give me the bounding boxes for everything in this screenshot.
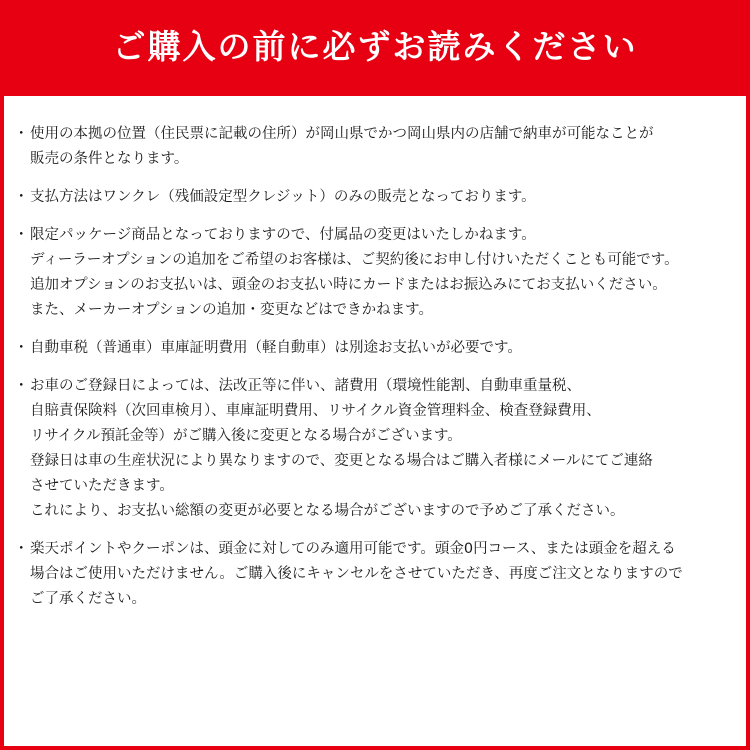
- notice-line: 場合はご使用いただけません。ご購入後にキャンセルをさせていただき、再度ご注文となりますので: [30, 566, 683, 582]
- notice-line: ご了承ください。: [30, 591, 146, 607]
- notice-line: させていただきます。: [30, 478, 174, 494]
- notice-panel: [4, 96, 746, 746]
- page-title: ご購入の前に必ずお読みください: [112, 26, 638, 66]
- notice-item: [16, 185, 746, 210]
- notice-line: これにより、お支払い総額の変更が必要となる場合がございますので予めご了承ください。: [30, 503, 625, 519]
- notice-item: [16, 374, 746, 524]
- notice-line: 登録日は車の生産状況により異なりますので、変更となる場合はご購入者様にメールにてご連絡: [30, 453, 653, 469]
- notice-line: 自賠責保険料（次回車検月）、車庫証明費用、リサイクル資金管理料金、検査登録費用、: [30, 403, 601, 419]
- notice-line: 追加オプションのお支払いは、頭金のお支払い時にカードまたはお振込みにてお支払いください。: [30, 277, 667, 293]
- notice-line-bullet: ・ 自動車税（普通車）車庫証明費用（軽自動車）は別途お支払いが必要です。: [16, 336, 746, 361]
- notice-line: 販売の条件となります。: [30, 151, 189, 167]
- notice-line-bullet: ・ 限定パッケージ商品となっておりますので、付属品の変更はいたしかねます。: [16, 223, 746, 248]
- notice-line: また、メーカーオプションの追加・変更などはできかねます。: [30, 302, 433, 318]
- notice-item: [16, 223, 746, 323]
- notice-item: [16, 537, 746, 612]
- notice-line-bullet: ・ 楽天ポイントやクーポンは、頭金に対してのみ適用可能です。頭金0円コース、または頭金を超える: [16, 537, 746, 562]
- notice-line-bullet: ・ お車のご登録日によっては、法改正等に伴い、諸費用（環境性能割、自動車重量税、: [16, 374, 746, 399]
- notice-item: [16, 122, 746, 172]
- header-banner: [0, 0, 750, 96]
- notice-line-bullet: ・ 支払方法はワンクレ（残価設定型クレジット）のみの販売となっております。: [16, 185, 746, 210]
- notice-item: [16, 336, 746, 361]
- notice-line-bullet: ・ 使用の本拠の位置（住民票に記載の住所）が岡山県でかつ岡山県内の店舗で納車が可能なことが: [16, 122, 746, 147]
- notice-line: ディーラーオプションの追加をご希望のお客様は、ご契約後にお申し付けいただくことも可能です。: [30, 252, 679, 268]
- notice-line: リサイクル預託金等）がご購入後に変更となる場合がございます。: [30, 428, 462, 444]
